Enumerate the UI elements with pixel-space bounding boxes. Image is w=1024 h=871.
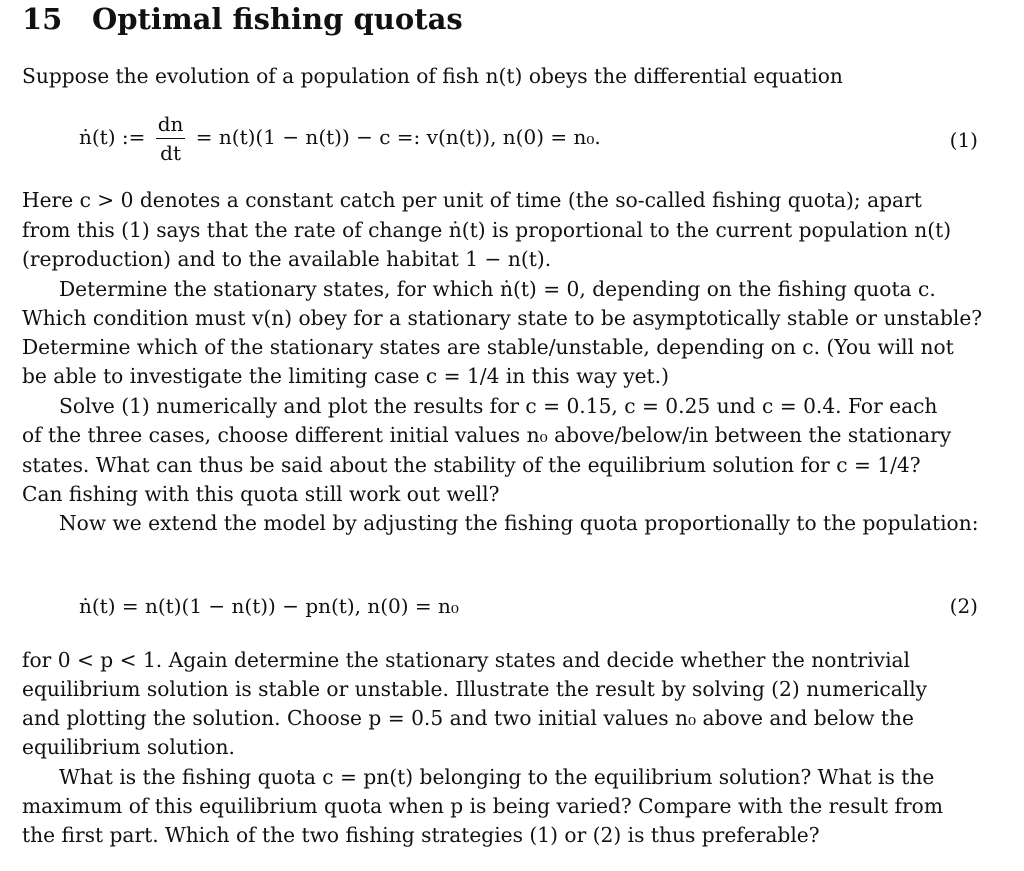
eq1-fraction	[156, 112, 186, 165]
p6-line-3: and plotting the solution. Choose p = 0.5 and two initial values n₀ above and below the	[22, 706, 914, 730]
eq1-frac-top: dn	[156, 112, 186, 139]
p6-line-1: for 0 < p < 1. Again determine the stationary states and decide whether the nontrivial	[22, 648, 911, 672]
eq1-frac-bottom: dt	[160, 141, 182, 165]
p5-line-1: Now we extend the model by adjusting the fishing quota proportionally to the population:	[59, 511, 979, 535]
section-title: Optimal fishing quotas	[92, 2, 463, 36]
intro-line: Suppose the evolution of a population of fish n(t) obeys the differential equation	[22, 64, 843, 88]
eq1-rhs: = n(t)(1 − n(t)) − c =: v(n(t)), n(0) = n₀.	[195, 125, 601, 149]
eq1-lhs: ṅ(t) :=	[79, 125, 146, 149]
p4-line-4: Can fishing with this quota still work out well?	[22, 482, 500, 506]
p3-line-3: Determine which of the stationary states are stable/unstable, depending on c. (You will not	[22, 335, 954, 359]
p2-line-2: from this (1) says that the rate of change ṅ(t) is proportional to the current population n(t)	[22, 218, 952, 242]
p3-line-2: Which condition must v(n) obey for a stationary state to be asymptotically stable or unstable?	[22, 306, 983, 330]
section-number: 15	[22, 2, 63, 36]
p4-line-3: states. What can thus be said about the stability of the equilibrium solution for c = 1/4?	[22, 453, 921, 477]
p7-line-2: maximum of this equilibrium quota when p is being varied? Compare with the result from	[22, 794, 943, 818]
p6-line-2: equilibrium solution is stable or unstable. Illustrate the result by solving (2) numerically	[22, 677, 928, 701]
section-heading	[22, 2, 463, 36]
p2-line-1: Here c > 0 denotes a constant catch per unit of time (the so-called fishing quota); apart	[22, 188, 922, 212]
p4-line-1: Solve (1) numerically and plot the results for c = 0.15, c = 0.25 und c = 0.4. For each	[59, 394, 938, 418]
eq2-label: (2)	[949, 594, 978, 618]
p7-line-1: What is the fishing quota c = pn(t) belonging to the equilibrium solution? What is the	[59, 765, 935, 789]
equation-2: ṅ(t) = n(t)(1 − n(t)) − pn(t), n(0) = n₀	[79, 594, 459, 618]
p3-line-4: be able to investigate the limiting case c = 1/4 in this way yet.)	[22, 364, 669, 388]
p2-line-3: (reproduction) and to the available habitat 1 − n(t).	[22, 247, 552, 271]
p6-line-4: equilibrium solution.	[22, 735, 235, 759]
p4-line-2: of the three cases, choose different initial values n₀ above/below/in between the stationary	[22, 423, 952, 447]
eq1-label: (1)	[949, 128, 978, 152]
p3-line-1: Determine the stationary states, for which ṅ(t) = 0, depending on the fishing quota c.	[59, 277, 936, 301]
p7-line-3: the first part. Which of the two fishing strategies (1) or (2) is thus preferable?	[22, 823, 820, 847]
equation-1	[79, 112, 601, 165]
